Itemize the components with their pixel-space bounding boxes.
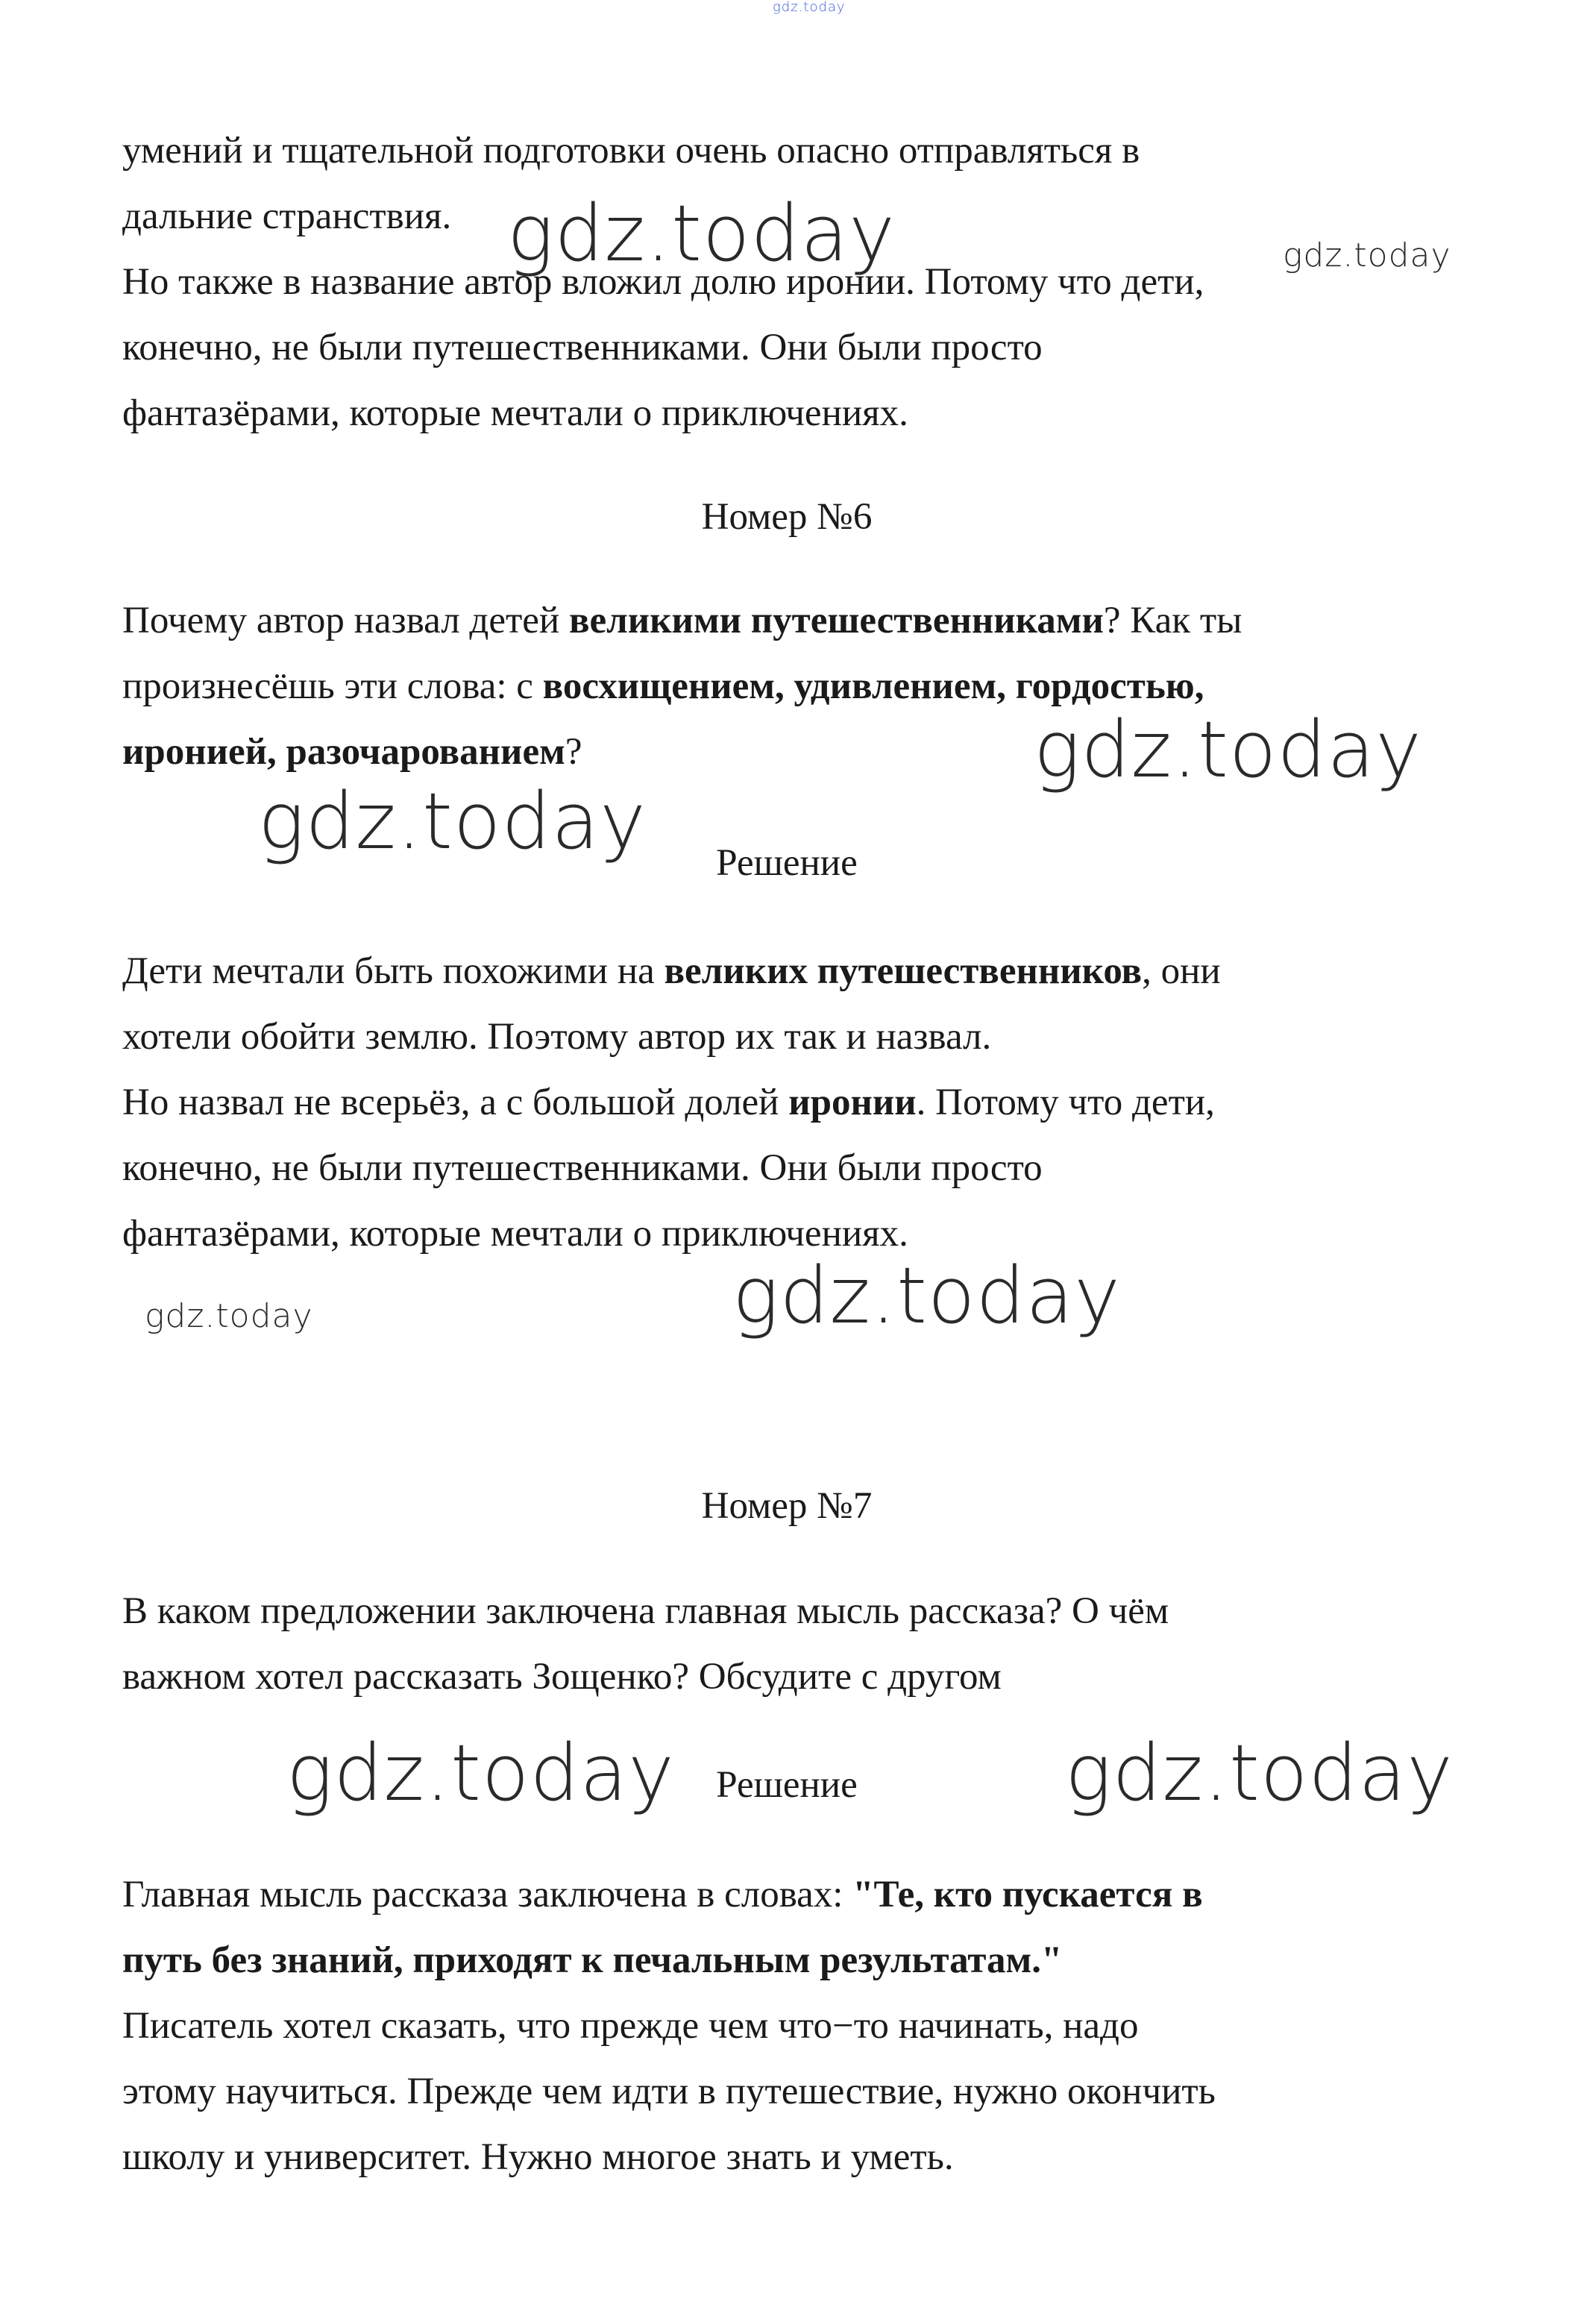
answer-line: этому научиться. Прежде чем идти в путешествие, нужно окончить [122, 2071, 1216, 2112]
watermark: gdz.today [145, 1297, 313, 1335]
task7-heading: Номер №7 [701, 1485, 873, 1527]
watermark: gdz.today [1283, 236, 1451, 274]
watermark: gdz.today [286, 1728, 675, 1819]
answer-line: школу и университет. Нужно многое знать и уметь. [122, 2136, 954, 2178]
answer-line: Дети мечтали быть похожими на великих путешественников, они [122, 950, 1221, 992]
watermark: gdz.today [258, 776, 647, 867]
task6-solution-label: Решение [716, 842, 858, 884]
answer-line: конечно, не были путешественниками. Они были просто [122, 1147, 1043, 1189]
watermark: gdz.today [732, 1250, 1121, 1341]
question-line: Почему автор назвал детей великими путешественниками? Как ты [122, 600, 1242, 641]
task7-solution-label: Решение [716, 1764, 858, 1806]
watermark: gdz.today [507, 188, 896, 279]
answer-line: Но назвал не всерьёз, а с большой долей иронии. Потому что дети, [122, 1082, 1215, 1123]
intro-line: Но также в название автор вложил долю иронии. Потому что дети, [122, 261, 1204, 303]
answer-line: путь без знаний, приходят к печальным результатам." [122, 1939, 1063, 1981]
answer-line: фантазёрами, которые мечтали о приключениях. [122, 1213, 908, 1255]
watermark: gdz.today [1065, 1728, 1454, 1819]
intro-line: умений и тщательной подготовки очень опасно отправляться в [122, 130, 1140, 172]
answer-line: Писатель хотел сказать, что прежде чем что−то начинать, надо [122, 2005, 1139, 2047]
question-line: иронией, разочарованием? [122, 731, 582, 773]
watermark: gdz.today [1034, 704, 1422, 795]
intro-line: конечно, не были путешественниками. Они были просто [122, 327, 1043, 368]
task6-heading: Номер №6 [701, 496, 873, 538]
intro-line: фантазёрами, которые мечтали о приключениях. [122, 392, 908, 434]
answer-line: хотели обойти землю. Поэтому автор их так и назвал. [122, 1016, 992, 1058]
header-watermark: gdz.today [773, 0, 846, 15]
question-line: важном хотел рассказать Зощенко? Обсудите с другом [122, 1656, 1002, 1698]
intro-line: дальние странствия. [122, 195, 452, 237]
question-line: произнесёшь эти слова: с восхищением, удивлением, гордостью, [122, 665, 1204, 707]
answer-line: Главная мысль рассказа заключена в словах: "Те, кто пускается в [122, 1874, 1203, 1915]
question-line: В каком предложении заключена главная мысль рассказа? О чём [122, 1590, 1169, 1632]
